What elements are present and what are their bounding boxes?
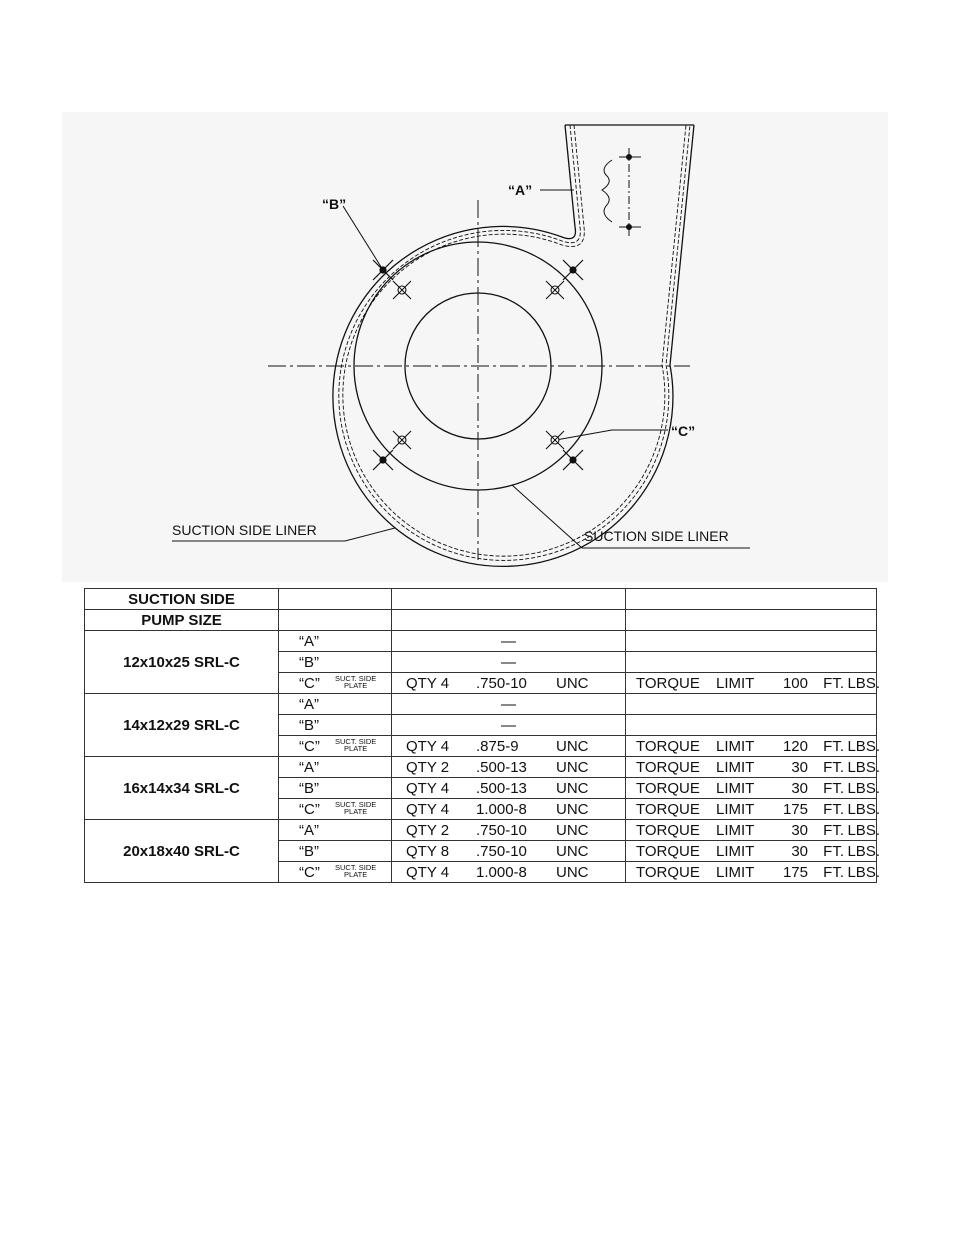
thread-type: UNC [556, 842, 589, 860]
pump-size-cell: 14x12x29 SRL-C [85, 694, 279, 757]
thread-type: UNC [556, 821, 589, 839]
suction-side-plate-note [335, 801, 376, 815]
torque-value: 175 [782, 800, 808, 818]
fastener-qty: QTY 2 [406, 758, 450, 776]
fastener-cell [392, 673, 626, 694]
bolt-point-label: “A” [299, 695, 319, 713]
bolt-point-cell [279, 652, 392, 673]
suction-side-plate-note [335, 738, 376, 752]
torque-label: TORQUE [636, 737, 700, 755]
bolt-point-label: “B” [299, 779, 319, 797]
fastener-cell [392, 820, 626, 841]
unit-ft: FT. [823, 758, 844, 776]
unit-lbs: LBS. [847, 758, 880, 776]
unit-lbs: LBS. [847, 842, 880, 860]
torque-value: 120 [782, 737, 808, 755]
suction-side-plate-note [335, 864, 376, 878]
torque-cell [626, 694, 877, 715]
bolt-point-label: “C” [299, 863, 320, 881]
bolt-point-cell [279, 631, 392, 652]
limit-label: LIMIT [716, 674, 755, 692]
header-pump-size: PUMP SIZE [85, 610, 279, 631]
torque-cell [626, 799, 880, 820]
leader-b [343, 206, 383, 270]
bolt-point-cell [279, 820, 392, 841]
fastener-cell [392, 799, 626, 820]
table-header-row [85, 589, 877, 610]
limit-label: LIMIT [716, 821, 755, 839]
fastener-size: .750-10 [476, 821, 527, 839]
fastener-cell [392, 715, 626, 736]
unit-lbs: LBS. [847, 674, 880, 692]
fastener-cell [392, 631, 626, 652]
torque-value: 100 [782, 674, 808, 692]
fastener-qty: QTY 4 [406, 737, 450, 755]
bolt-point-cell [279, 673, 392, 694]
bolt-point-cell [279, 757, 392, 778]
callout-c-label: “C” [671, 423, 696, 439]
bolt-point-cell [279, 841, 392, 862]
bolt-point-label: “C” [299, 800, 320, 818]
bolt-point-label: “A” [299, 632, 319, 650]
fastener-size: 1.000-8 [476, 863, 527, 881]
plate-note-line-1: SUCT. SIDE [335, 737, 377, 746]
no-fastener-dash: — [501, 716, 516, 734]
fastener-qty: QTY 4 [406, 863, 450, 881]
fastener-size: .500-13 [476, 758, 527, 776]
unit-lbs: LBS. [847, 737, 880, 755]
torque-cell [626, 673, 880, 694]
fastener-cell [392, 652, 626, 673]
liner-label-left: SUCTION SIDE LINER [172, 522, 317, 538]
fastener-qty: QTY 8 [406, 842, 450, 860]
bolt-point-cell [279, 736, 392, 757]
fastener-qty: QTY 4 [406, 800, 450, 818]
suction-side-plate-note [335, 675, 376, 689]
callout-b-label: “B” [322, 196, 347, 212]
fastener-size: 1.000-8 [476, 800, 527, 818]
unit-lbs: LBS. [847, 863, 880, 881]
fastener-cell [392, 694, 626, 715]
limit-label: LIMIT [716, 842, 755, 860]
bolt-point-label: “A” [299, 821, 319, 839]
plate-note-line-2: PLATE [344, 744, 368, 753]
torque-label: TORQUE [636, 821, 700, 839]
unit-ft: FT. [823, 863, 844, 881]
torque-value: 30 [791, 779, 808, 797]
table-row [85, 631, 877, 652]
fastener-size: .875-9 [476, 737, 519, 755]
no-fastener-dash: — [501, 632, 516, 650]
bolt-point-label: “B” [299, 716, 319, 734]
unit-ft: FT. [823, 821, 844, 839]
bolt-point-label: “B” [299, 653, 319, 671]
no-fastener-dash: — [501, 695, 516, 713]
torque-label: TORQUE [636, 863, 700, 881]
thread-type: UNC [556, 737, 589, 755]
unit-lbs: LBS. [847, 779, 880, 797]
unit-ft: FT. [823, 779, 844, 797]
bolt-point-label: “C” [299, 674, 320, 692]
break-line [602, 160, 612, 222]
unit-ft: FT. [823, 737, 844, 755]
limit-label: LIMIT [716, 758, 755, 776]
unit-lbs: LBS. [847, 800, 880, 818]
torque-cell [626, 715, 877, 736]
bolt-point-cell [279, 799, 392, 820]
bolt-point-label: “C” [299, 737, 320, 755]
limit-label: LIMIT [716, 863, 755, 881]
bolt-point-cell [279, 778, 392, 799]
torque-value: 30 [791, 821, 808, 839]
bolt-point-cell [279, 862, 392, 883]
bolt-point-label: “A” [299, 758, 319, 776]
pump-size-cell: 12x10x25 SRL-C [85, 631, 279, 694]
torque-cell [626, 841, 880, 862]
torque-cell [626, 820, 880, 841]
torque-label: TORQUE [636, 758, 700, 776]
table-row [85, 757, 877, 778]
fastener-cell [392, 841, 626, 862]
limit-label: LIMIT [716, 737, 755, 755]
thread-type: UNC [556, 674, 589, 692]
fastener-size: .500-13 [476, 779, 527, 797]
torque-cell [626, 757, 880, 778]
liner-label-right: SUCTION SIDE LINER [584, 528, 729, 544]
table-header-row [85, 610, 877, 631]
fastener-cell [392, 862, 626, 883]
fastener-cell [392, 736, 626, 757]
torque-cell [626, 631, 877, 652]
torque-value: 175 [782, 863, 808, 881]
plate-note-line-2: PLATE [344, 870, 368, 879]
fastener-cell [392, 757, 626, 778]
table-row [85, 694, 877, 715]
fastener-size: .750-10 [476, 842, 527, 860]
torque-label: TORQUE [636, 674, 700, 692]
header-suction-side: SUCTION SIDE [85, 589, 279, 610]
thread-type: UNC [556, 758, 589, 776]
plate-note-line-2: PLATE [344, 807, 368, 816]
thread-type: UNC [556, 800, 589, 818]
table-row [85, 820, 877, 841]
plate-note-line-2: PLATE [344, 681, 368, 690]
unit-ft: FT. [823, 800, 844, 818]
bolt-point-label: “B” [299, 842, 319, 860]
pump-size-cell: 16x14x34 SRL-C [85, 757, 279, 820]
fastener-qty: QTY 4 [406, 674, 450, 692]
bolt-point-cell [279, 715, 392, 736]
torque-value: 30 [791, 842, 808, 860]
fastener-qty: QTY 2 [406, 821, 450, 839]
limit-label: LIMIT [716, 779, 755, 797]
no-fastener-dash: — [501, 653, 516, 671]
torque-cell [626, 652, 877, 673]
torque-cell [626, 862, 880, 883]
bolt-point-cell [279, 694, 392, 715]
unit-lbs: LBS. [847, 821, 880, 839]
thread-type: UNC [556, 779, 589, 797]
torque-label: TORQUE [636, 779, 700, 797]
callout-a-label: “A” [508, 182, 533, 198]
pump-casing-drawing [0, 0, 954, 600]
fastener-cell [392, 778, 626, 799]
fastener-qty: QTY 4 [406, 779, 450, 797]
torque-value: 30 [791, 758, 808, 776]
torque-cell [626, 778, 880, 799]
unit-ft: FT. [823, 674, 844, 692]
thread-type: UNC [556, 863, 589, 881]
torque-label: TORQUE [636, 842, 700, 860]
plate-note-line-1: SUCT. SIDE [335, 863, 377, 872]
c-bolt-marks [393, 281, 564, 449]
plate-note-line-1: SUCT. SIDE [335, 674, 377, 683]
pump-size-cell: 20x18x40 SRL-C [85, 820, 279, 883]
plate-note-line-1: SUCT. SIDE [335, 800, 377, 809]
torque-label: TORQUE [636, 800, 700, 818]
torque-cell [626, 736, 880, 757]
unit-ft: FT. [823, 842, 844, 860]
leader-liner-right [512, 485, 582, 548]
limit-label: LIMIT [716, 800, 755, 818]
torque-spec-table [84, 588, 880, 883]
fastener-size: .750-10 [476, 674, 527, 692]
